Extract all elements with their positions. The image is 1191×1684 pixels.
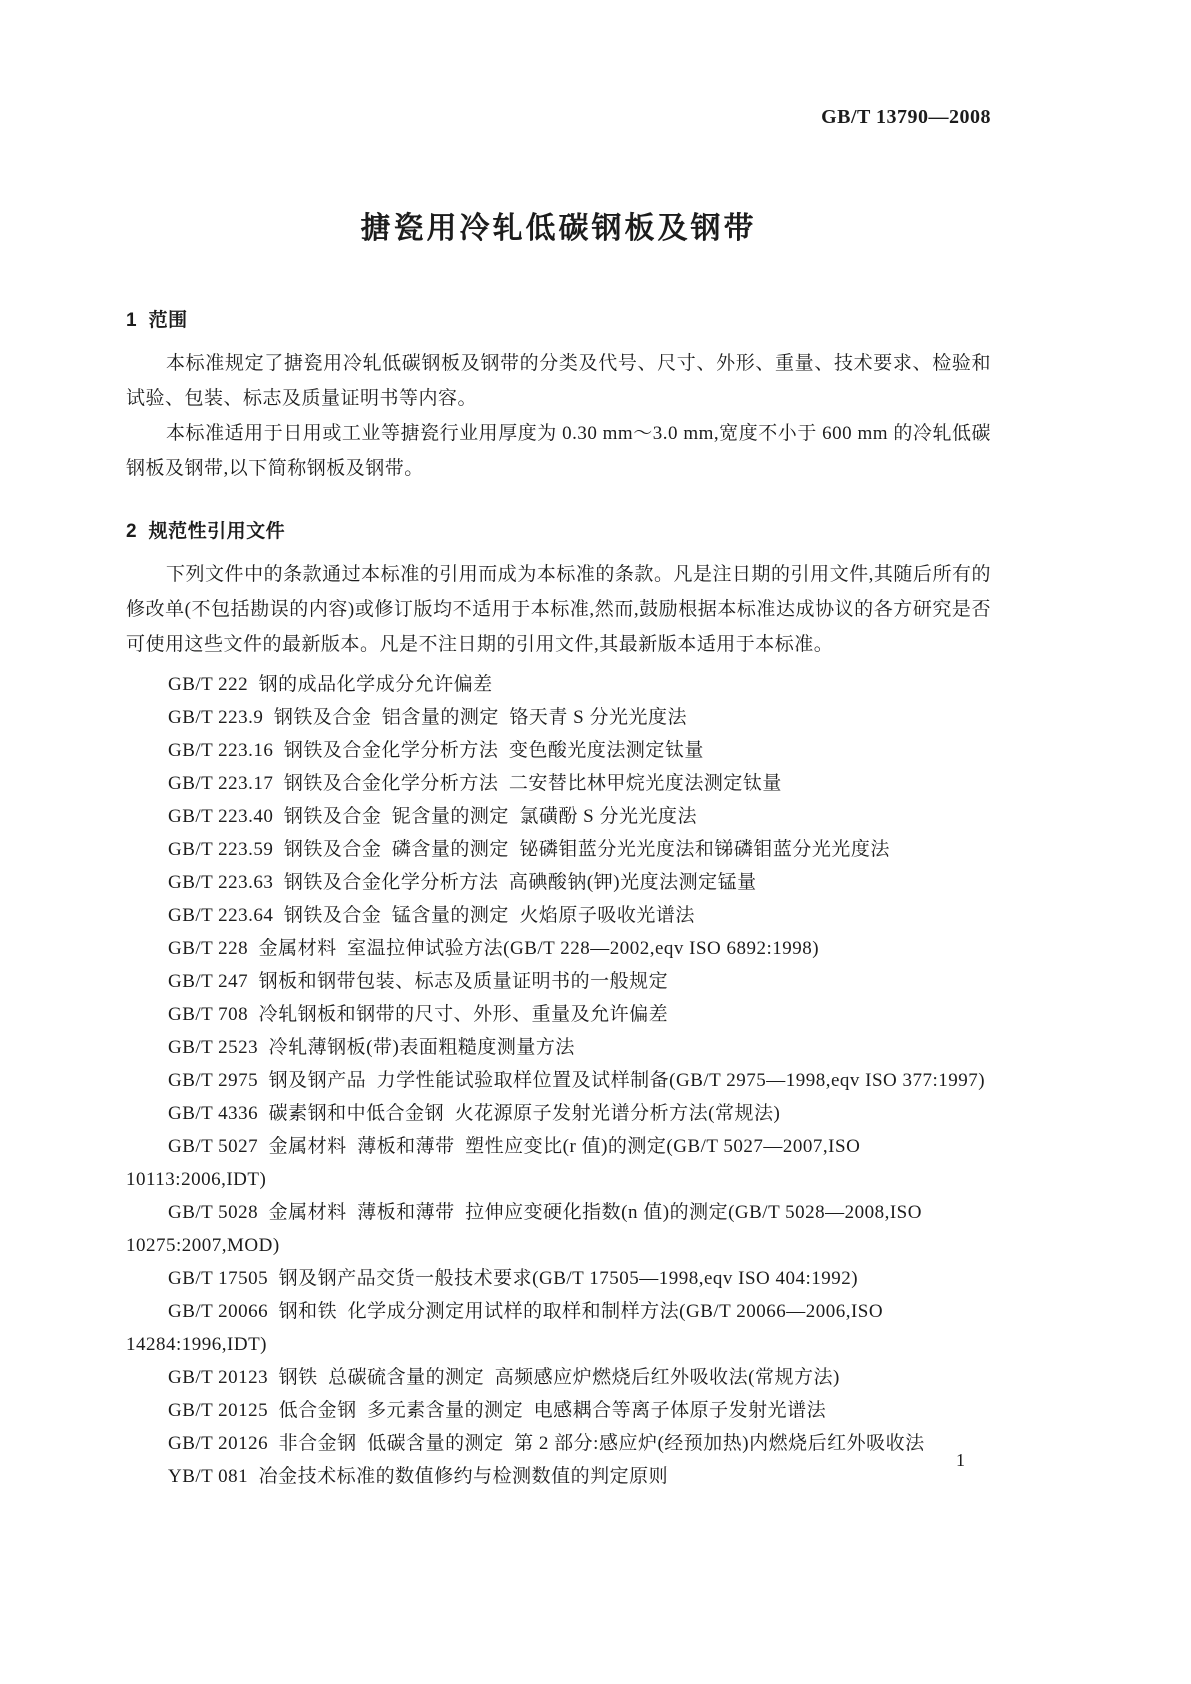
reference-item: GB/T 247 钢板和钢带包装、标志及质量证明书的一般规定: [168, 971, 669, 992]
section-scope: [126, 305, 991, 486]
reference-item: GB/T 223.16 钢铁及合金化学分析方法 变色酸光度法测定钛量: [168, 740, 704, 761]
reference-item: GB/T 4336 碳素钢和中低合金钢 火花源原子发射光谱分析方法(常规法): [168, 1103, 781, 1124]
reference-item: GB/T 223.40 钢铁及合金 铌含量的测定 氯磺酚 S 分光光度法: [168, 806, 698, 827]
scope-paragraph-2: 本标准适用于日用或工业等搪瓷行业用厚度为 0.30 mm～3.0 mm,宽度不小于 600 mm 的冷轧低碳钢板及钢带,以下简称钢板及钢带。: [126, 423, 991, 479]
reference-item: GB/T 223.64 钢铁及合金 锰含量的测定 火焰原子吸收光谱法: [168, 905, 695, 926]
section-normative-references: [126, 516, 991, 1493]
reference-item: GB/T 222 钢的成品化学成分允许偏差: [168, 674, 493, 695]
reference-item: GB/T 20123 钢铁 总碳硫含量的测定 高频感应炉燃烧后红外吸收法(常规方法): [168, 1367, 840, 1388]
reference-list: [126, 668, 991, 1493]
page-title: 搪瓷用冷轧低碳钢板及钢带: [360, 212, 757, 245]
reference-item: GB/T 20125 低合金钢 多元素含量的测定 电感耦合等离子体原子发射光谱法: [168, 1400, 827, 1421]
reference-item: GB/T 5028 金属材料 薄板和薄带 拉伸应变硬化指数(n 值)的测定(GB/T 5028—2008,ISO 10275:2007,MOD): [126, 1202, 928, 1256]
page-number: 1: [956, 1450, 965, 1470]
reference-item: GB/T 223.9 钢铁及合金 铝含量的测定 铬天青 S 分光光度法: [168, 707, 688, 728]
reference-item: GB/T 223.59 钢铁及合金 磷含量的测定 铋磷钼蓝分光光度法和锑磷钼蓝分光光度法: [168, 839, 890, 860]
reference-item: GB/T 708 冷轧钢板和钢带的尺寸、外形、重量及允许偏差: [168, 1004, 669, 1025]
reference-item: GB/T 2975 钢及钢产品 力学性能试验取样位置及试样制备(GB/T 2975—1998,eqv ISO 377:1997): [168, 1070, 986, 1091]
scope-paragraph-1: 本标准规定了搪瓷用冷轧低碳钢板及钢带的分类及代号、尺寸、外形、重量、技术要求、检验和试验、包装、标志及质量证明书等内容。: [126, 353, 991, 409]
standard-doc-number: GB/T 13790—2008: [821, 106, 991, 128]
reference-item: GB/T 20066 钢和铁 化学成分测定用试样的取样和制样方法(GB/T 20066—2006,ISO 14284:1996,IDT): [126, 1301, 889, 1355]
reference-item: GB/T 5027 金属材料 薄板和薄带 塑性应变比(r 值)的测定(GB/T 5027—2007,ISO 10113:2006,IDT): [126, 1136, 866, 1190]
reference-item: GB/T 223.63 钢铁及合金化学分析方法 高碘酸钠(钾)光度法测定锰量: [168, 872, 757, 893]
reference-item: YB/T 081 冶金技术标准的数值修约与检测数值的判定原则: [168, 1466, 669, 1487]
section-1-heading: 1 范围: [126, 310, 188, 331]
reference-item: GB/T 20126 非合金钢 低碳含量的测定 第 2 部分:感应炉(经预加热)内燃烧后红外吸收法: [168, 1433, 925, 1454]
reference-item: GB/T 228 金属材料 室温拉伸试验方法(GB/T 228—2002,eqv ISO 6892:1998): [168, 938, 820, 959]
reference-item: GB/T 17505 钢及钢产品交货一般技术要求(GB/T 17505—1998,eqv ISO 404:1992): [168, 1268, 859, 1289]
references-intro-paragraph: 下列文件中的条款通过本标准的引用而成为本标准的条款。凡是注日期的引用文件,其随后所有的修改单(不包括勘误的内容)或修订版均不适用于本标准,然而,鼓励根据本标准达成协议的各方研究是否可使用这些文件的最新版本。凡是不注日期的引用文件,其最新版本适用于本标准。: [126, 564, 991, 655]
section-2-heading: 2 规范性引用文件: [126, 521, 286, 542]
reference-item: GB/T 2523 冷轧薄钢板(带)表面粗糙度测量方法: [168, 1037, 575, 1058]
reference-item: GB/T 223.17 钢铁及合金化学分析方法 二安替比林甲烷光度法测定钛量: [168, 773, 782, 794]
